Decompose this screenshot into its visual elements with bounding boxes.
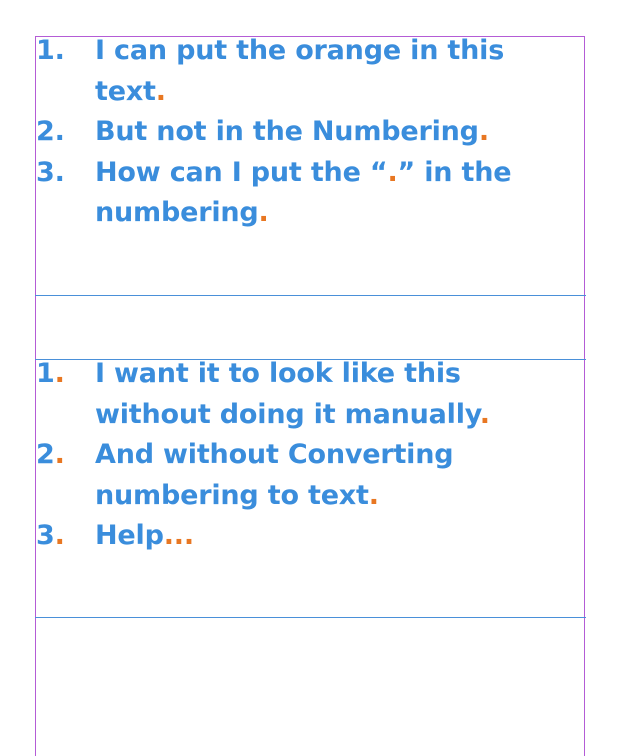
list-item-text: How can I put the “.” in the numbering.	[95, 156, 512, 228]
list-number: 1.	[36, 35, 65, 66]
text-frame-2-bottom-edge	[35, 617, 586, 618]
orange-period: .	[387, 156, 398, 188]
orange-period: .	[155, 75, 166, 107]
list-item-text: But not in the Numbering.	[95, 116, 489, 147]
list-item-text: I want it to look like this without doing it manually.	[95, 358, 490, 430]
list-item	[36, 435, 584, 516]
list-item	[36, 112, 584, 153]
list-item	[36, 153, 584, 234]
list-item	[36, 31, 584, 112]
text-frame-1-bottom-edge	[35, 295, 586, 296]
list-number: 3.	[36, 520, 65, 551]
text-frame-2[interactable]	[36, 354, 584, 557]
list-item	[36, 516, 584, 557]
list-item-text: Help...	[95, 520, 194, 551]
list-number: 2.	[36, 116, 65, 147]
text-frame-1[interactable]	[36, 31, 584, 234]
numbered-list-2	[36, 354, 584, 557]
orange-period: .	[479, 398, 490, 430]
orange-period: .	[368, 479, 379, 511]
numbered-list-1	[36, 31, 584, 234]
list-number: 1.	[36, 358, 65, 389]
orange-period: .	[478, 116, 489, 147]
list-item-text: I can put the orange in this text.	[95, 35, 505, 107]
list-number: 2.	[36, 439, 65, 470]
list-item-text: And without Converting numbering to text.	[95, 439, 454, 511]
list-item	[36, 354, 584, 435]
orange-ellipsis: ...	[163, 520, 194, 551]
orange-period: .	[258, 197, 269, 228]
list-number: 3.	[36, 156, 65, 188]
